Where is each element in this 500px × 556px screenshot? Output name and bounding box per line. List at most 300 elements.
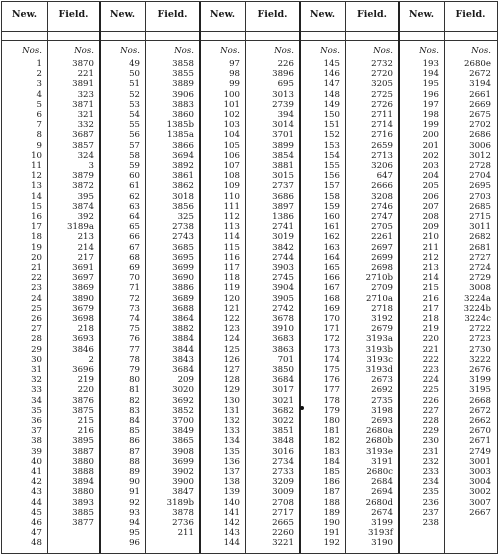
field-number-cell: 3208 bbox=[371, 191, 393, 202]
new-number-cell: 163 bbox=[323, 242, 340, 253]
field-number-cell: 3892 bbox=[172, 161, 194, 171]
new-number-cell: 186 bbox=[323, 477, 340, 488]
field-column-header: Field. bbox=[357, 9, 387, 20]
new-number-cell: 1 bbox=[36, 59, 42, 69]
field-number-cell: 3224b bbox=[463, 303, 491, 314]
field-number-cell: 2732 bbox=[371, 59, 393, 69]
field-number-cell: 2672 bbox=[469, 69, 491, 80]
new-number-cell: 94 bbox=[129, 518, 140, 528]
field-number-cell: 3903 bbox=[272, 263, 294, 273]
new-number-cell: 86 bbox=[129, 436, 140, 447]
new-number-cell: 231 bbox=[422, 446, 439, 457]
field-number-cell: 3882 bbox=[172, 324, 194, 335]
field-number-cell: 2659 bbox=[371, 140, 393, 151]
new-number-cell: 70 bbox=[129, 273, 140, 284]
field-number-cell: 3889 bbox=[172, 79, 194, 90]
new-number-cell: 204 bbox=[422, 171, 439, 182]
new-number-cell: 214 bbox=[422, 273, 439, 284]
new-number-cell: 199 bbox=[422, 120, 439, 131]
new-number-cell: 170 bbox=[323, 314, 340, 324]
new-number-cell: 201 bbox=[422, 140, 439, 151]
new-number-cell: 181 bbox=[323, 426, 340, 437]
field-number-cell: 3224c bbox=[464, 314, 491, 324]
new-number-cell: 106 bbox=[223, 150, 240, 161]
new-column-header: New. bbox=[209, 9, 236, 20]
new-number-cell: 34 bbox=[31, 395, 42, 406]
field-number-cell: 3699 bbox=[172, 263, 194, 273]
new-number-cell: 169 bbox=[323, 303, 340, 314]
field-number-cell: 3697 bbox=[72, 273, 94, 284]
field-number-cell: 2736 bbox=[172, 518, 194, 528]
field-number-cell: 3008 bbox=[469, 283, 491, 294]
new-number-cell: 224 bbox=[422, 375, 439, 386]
field-number-cell: 3193f bbox=[367, 528, 393, 539]
new-number-cell: 5 bbox=[36, 99, 42, 110]
field-number-cell: 3852 bbox=[172, 405, 194, 416]
new-number-cell: 182 bbox=[323, 436, 340, 447]
new-number-cell: 192 bbox=[323, 538, 340, 549]
field-number-cell: 3850 bbox=[272, 365, 294, 375]
field-number-cell: 2680a bbox=[366, 426, 393, 437]
new-number-cell: 171 bbox=[323, 324, 340, 335]
field-number-cell: 3893 bbox=[72, 497, 94, 508]
field-number-cell: 321 bbox=[77, 110, 94, 120]
field-number-cell: 323 bbox=[77, 89, 94, 100]
field-number-cell: 3013 bbox=[272, 89, 294, 100]
new-number-cell: 149 bbox=[323, 99, 340, 110]
new-number-cell: 71 bbox=[129, 283, 140, 294]
field-number-cell: 3844 bbox=[172, 344, 194, 355]
field-number-cell: 3870 bbox=[72, 59, 94, 69]
field-number-cell: 2708 bbox=[272, 497, 294, 508]
field-number-cell: 2737 bbox=[272, 181, 294, 192]
new-number-cell: 58 bbox=[129, 150, 140, 161]
new-number-cell: 27 bbox=[31, 324, 42, 335]
new-number-cell: 46 bbox=[31, 518, 42, 528]
new-number-cell: 65 bbox=[129, 222, 140, 233]
new-number-cell: 41 bbox=[31, 467, 42, 477]
new-number-cell: 226 bbox=[422, 395, 439, 406]
field-number-cell: 2716 bbox=[371, 130, 393, 141]
new-number-cell: 222 bbox=[422, 354, 439, 365]
new-number-cell: 116 bbox=[223, 252, 240, 263]
new-number-cell: 47 bbox=[31, 528, 42, 539]
field-number-cell: 3693 bbox=[72, 334, 94, 345]
new-nos-label: Nos. bbox=[419, 46, 439, 56]
field-number-cell: 3 bbox=[88, 161, 94, 171]
field-number-cell: 3904 bbox=[272, 283, 294, 294]
field-number-cell: 2679 bbox=[371, 324, 393, 335]
field-number-cell: 3872 bbox=[72, 181, 94, 192]
field-number-cell: 2674 bbox=[371, 507, 393, 518]
new-number-cell: 129 bbox=[223, 385, 240, 396]
field-number-cell: 3848 bbox=[272, 436, 294, 447]
new-number-cell: 196 bbox=[422, 89, 439, 100]
new-number-cell: 13 bbox=[31, 181, 42, 192]
new-number-cell: 208 bbox=[422, 212, 439, 222]
new-number-cell: 85 bbox=[129, 426, 140, 437]
field-number-cell: 2670 bbox=[469, 426, 491, 437]
new-number-cell: 119 bbox=[223, 283, 240, 294]
field-number-cell: 218 bbox=[77, 324, 94, 335]
field-number-cell: 3199 bbox=[469, 375, 491, 386]
new-number-cell: 209 bbox=[422, 222, 439, 233]
field-number-cell: 2666 bbox=[371, 181, 393, 192]
new-number-cell: 112 bbox=[223, 212, 240, 222]
field-number-cell: 3015 bbox=[272, 171, 294, 182]
field-number-cell: 3887 bbox=[72, 446, 94, 457]
new-nos-label: Nos. bbox=[220, 46, 240, 56]
new-number-cell: 194 bbox=[422, 69, 439, 80]
new-number-cell: 227 bbox=[422, 405, 439, 416]
field-number-cell: 2730 bbox=[469, 344, 491, 355]
field-number-cell: 2733 bbox=[272, 467, 294, 477]
field-number-cell: 3004 bbox=[469, 477, 491, 488]
field-number-cell: 3193b bbox=[365, 344, 393, 355]
new-number-cell: 210 bbox=[422, 232, 439, 243]
field-number-cell: 3691 bbox=[72, 263, 94, 273]
field-number-cell: 3221 bbox=[272, 538, 294, 549]
field-number-cell: 2747 bbox=[371, 212, 393, 222]
new-number-cell: 183 bbox=[323, 446, 340, 457]
new-number-cell: 140 bbox=[223, 497, 240, 508]
header-rule bbox=[2, 31, 497, 32]
new-number-cell: 202 bbox=[422, 150, 439, 161]
field-number-cell: 2680c bbox=[366, 467, 393, 477]
new-number-cell: 164 bbox=[323, 252, 340, 263]
field-number-cell: 3847 bbox=[172, 487, 194, 498]
field-number-cell: 2261 bbox=[371, 232, 393, 243]
field-number-cell: 3849 bbox=[172, 426, 194, 437]
field-number-cell: 3888 bbox=[72, 467, 94, 477]
field-number-cell: 2743 bbox=[172, 232, 194, 243]
new-number-cell: 33 bbox=[31, 385, 42, 396]
field-number-cell: 3854 bbox=[272, 150, 294, 161]
new-number-cell: 18 bbox=[31, 232, 42, 243]
new-number-cell: 197 bbox=[422, 99, 439, 110]
field-number-cell: 3910 bbox=[272, 324, 294, 335]
new-column-header: New. bbox=[11, 9, 38, 20]
field-number-cell: 2711 bbox=[371, 110, 393, 120]
new-number-cell: 32 bbox=[31, 375, 42, 386]
new-number-cell: 56 bbox=[129, 130, 140, 141]
field-number-cell: 2746 bbox=[371, 201, 393, 212]
new-number-cell: 75 bbox=[129, 324, 140, 335]
new-number-cell: 52 bbox=[129, 89, 140, 100]
field-number-cell: 3890 bbox=[72, 293, 94, 304]
field-column-header: Field. bbox=[455, 9, 486, 20]
field-number-cell: 2686 bbox=[469, 130, 491, 141]
field-number-cell: 2704 bbox=[469, 171, 491, 182]
field-number-cell: 3701 bbox=[272, 130, 294, 141]
new-number-cell: 95 bbox=[129, 528, 140, 539]
field-number-cell: 2697 bbox=[371, 242, 393, 253]
field-number-cell: 2749 bbox=[469, 446, 491, 457]
field-number-cell: 3878 bbox=[172, 507, 194, 518]
new-number-cell: 193 bbox=[422, 59, 439, 69]
field-number-cell: 3885 bbox=[72, 507, 94, 518]
field-number-cell: 3224a bbox=[464, 293, 491, 304]
field-number-cell: 3682 bbox=[272, 405, 294, 416]
field-number-cell: 3006 bbox=[469, 140, 491, 151]
new-number-cell: 220 bbox=[422, 334, 439, 345]
field-number-cell: 2710b bbox=[365, 273, 393, 284]
new-number-cell: 63 bbox=[129, 201, 140, 212]
new-number-cell: 37 bbox=[31, 426, 42, 437]
new-number-cell: 135 bbox=[223, 446, 240, 457]
field-number-cell: 3874 bbox=[72, 201, 94, 212]
new-number-cell: 109 bbox=[223, 181, 240, 192]
field-number-cell: 2734 bbox=[272, 456, 294, 467]
new-number-cell: 28 bbox=[31, 334, 42, 345]
new-number-cell: 219 bbox=[422, 324, 439, 335]
new-number-cell: 179 bbox=[323, 405, 340, 416]
field-number-cell: 219 bbox=[77, 375, 94, 386]
new-number-cell: 232 bbox=[422, 456, 439, 467]
field-number-cell: 2703 bbox=[469, 191, 491, 202]
field-number-cell: 3002 bbox=[469, 487, 491, 498]
field-number-cell: 3009 bbox=[272, 487, 294, 498]
new-number-cell: 216 bbox=[422, 293, 439, 304]
field-number-cell: 2729 bbox=[469, 273, 491, 284]
field-number-cell: 2714 bbox=[371, 120, 393, 131]
new-number-cell: 57 bbox=[129, 140, 140, 151]
field-number-cell: 3860 bbox=[172, 110, 194, 120]
field-number-cell: 3690 bbox=[172, 273, 194, 284]
field-number-cell: 324 bbox=[77, 150, 94, 161]
field-number-cell: 3189a bbox=[67, 222, 94, 233]
new-number-cell: 167 bbox=[323, 283, 340, 294]
new-number-cell: 68 bbox=[129, 252, 140, 263]
field-number-cell: 3195 bbox=[469, 385, 491, 396]
new-number-cell: 121 bbox=[223, 303, 240, 314]
new-number-cell: 76 bbox=[129, 334, 140, 345]
field-nos-label: Nos. bbox=[471, 46, 491, 56]
field-number-cell: 3198 bbox=[371, 405, 393, 416]
new-number-cell: 143 bbox=[223, 528, 240, 539]
new-number-cell: 59 bbox=[129, 161, 140, 171]
field-number-cell: 332 bbox=[77, 120, 94, 131]
new-number-cell: 184 bbox=[323, 456, 340, 467]
field-number-cell: 2739 bbox=[272, 99, 294, 110]
new-number-cell: 97 bbox=[229, 59, 240, 69]
new-number-cell: 3 bbox=[36, 79, 42, 90]
new-number-cell: 120 bbox=[223, 293, 240, 304]
new-number-cell: 133 bbox=[223, 426, 240, 437]
field-number-cell: 3021 bbox=[272, 395, 294, 406]
new-number-cell: 39 bbox=[31, 446, 42, 457]
new-number-cell: 43 bbox=[31, 487, 42, 498]
new-number-cell: 78 bbox=[129, 354, 140, 365]
new-number-cell: 87 bbox=[129, 446, 140, 457]
new-number-cell: 110 bbox=[223, 191, 240, 202]
field-number-cell: 3851 bbox=[272, 426, 294, 437]
new-number-cell: 22 bbox=[31, 273, 42, 284]
new-number-cell: 62 bbox=[129, 191, 140, 202]
field-number-cell: 3894 bbox=[72, 477, 94, 488]
field-number-cell: 3880 bbox=[72, 487, 94, 498]
new-number-cell: 125 bbox=[223, 344, 240, 355]
new-number-cell: 25 bbox=[31, 303, 42, 314]
new-number-cell: 203 bbox=[422, 161, 439, 171]
new-number-cell: 175 bbox=[323, 365, 340, 375]
new-number-cell: 198 bbox=[422, 110, 439, 120]
field-number-cell: 3899 bbox=[272, 140, 294, 151]
field-number-cell: 3861 bbox=[172, 171, 194, 182]
new-number-cell: 146 bbox=[323, 69, 340, 80]
new-number-cell: 200 bbox=[422, 130, 439, 141]
new-number-cell: 54 bbox=[129, 110, 140, 120]
new-number-cell: 35 bbox=[31, 405, 42, 416]
field-number-cell: 3011 bbox=[469, 222, 491, 233]
field-number-cell: 3891 bbox=[72, 79, 94, 90]
new-number-cell: 92 bbox=[129, 497, 140, 508]
field-column-header: Field. bbox=[58, 9, 89, 20]
new-number-cell: 223 bbox=[422, 365, 439, 375]
field-number-cell: 2722 bbox=[469, 324, 491, 335]
new-number-cell: 190 bbox=[323, 518, 340, 528]
new-number-cell: 124 bbox=[223, 334, 240, 345]
new-number-cell: 233 bbox=[422, 467, 439, 477]
new-number-cell: 38 bbox=[31, 436, 42, 447]
new-nos-label: Nos. bbox=[120, 46, 140, 56]
new-number-cell: 177 bbox=[323, 385, 340, 396]
field-number-cell: 3700 bbox=[172, 416, 194, 426]
field-number-cell: 3020 bbox=[172, 385, 194, 396]
new-number-cell: 30 bbox=[31, 354, 42, 365]
field-number-cell: 3199 bbox=[371, 518, 393, 528]
new-number-cell: 156 bbox=[323, 171, 340, 182]
field-number-cell: 2665 bbox=[272, 518, 294, 528]
new-number-cell: 107 bbox=[223, 161, 240, 171]
field-number-cell: 2692 bbox=[371, 385, 393, 396]
field-number-cell: 3206 bbox=[371, 161, 393, 171]
field-number-cell: 3866 bbox=[172, 140, 194, 151]
new-number-cell: 174 bbox=[323, 354, 340, 365]
field-number-cell: 3877 bbox=[72, 518, 94, 528]
new-number-cell: 113 bbox=[223, 222, 240, 233]
new-number-cell: 79 bbox=[129, 365, 140, 375]
new-number-cell: 73 bbox=[129, 303, 140, 314]
new-number-cell: 105 bbox=[223, 140, 240, 151]
field-number-cell: 3862 bbox=[172, 181, 194, 192]
new-number-cell: 114 bbox=[223, 232, 240, 243]
new-number-cell: 20 bbox=[31, 252, 42, 263]
field-number-cell: 2710a bbox=[366, 293, 393, 304]
field-number-cell: 3193e bbox=[366, 446, 393, 457]
field-number-cell: 2675 bbox=[469, 110, 491, 120]
field-number-cell: 2715 bbox=[469, 212, 491, 222]
new-number-cell: 139 bbox=[223, 487, 240, 498]
new-number-cell: 88 bbox=[129, 456, 140, 467]
new-number-cell: 23 bbox=[31, 283, 42, 294]
new-column-header: New. bbox=[408, 9, 435, 20]
field-number-cell: 2735 bbox=[371, 395, 393, 406]
new-number-cell: 225 bbox=[422, 385, 439, 396]
field-number-cell: 3900 bbox=[172, 477, 194, 488]
new-number-cell: 102 bbox=[223, 110, 240, 120]
new-number-cell: 44 bbox=[31, 497, 42, 508]
field-number-cell: 3194 bbox=[469, 79, 491, 90]
new-number-cell: 2 bbox=[36, 69, 42, 80]
field-number-cell: 2684 bbox=[371, 477, 393, 488]
field-number-cell: 216 bbox=[77, 426, 94, 437]
new-number-cell: 180 bbox=[323, 416, 340, 426]
new-column-header: New. bbox=[309, 9, 336, 20]
field-number-cell: 3012 bbox=[469, 150, 491, 161]
new-number-cell: 89 bbox=[129, 467, 140, 477]
new-number-cell: 6 bbox=[36, 110, 42, 120]
field-number-cell: 3858 bbox=[172, 59, 194, 69]
field-number-cell: 1385a bbox=[167, 130, 194, 141]
new-number-cell: 21 bbox=[31, 263, 42, 273]
field-number-cell: 217 bbox=[77, 252, 94, 263]
new-number-cell: 61 bbox=[129, 181, 140, 192]
new-number-cell: 137 bbox=[223, 467, 240, 477]
field-number-cell: 2709 bbox=[371, 283, 393, 294]
field-number-cell: 2693 bbox=[371, 416, 393, 426]
field-number-cell: 647 bbox=[376, 171, 393, 182]
field-number-cell: 3209 bbox=[272, 477, 294, 488]
new-number-cell: 29 bbox=[31, 344, 42, 355]
field-number-cell: 2662 bbox=[469, 416, 491, 426]
new-number-cell: 96 bbox=[129, 538, 140, 549]
new-number-cell: 50 bbox=[129, 69, 140, 80]
new-number-cell: 160 bbox=[323, 212, 340, 222]
new-number-cell: 9 bbox=[36, 140, 42, 151]
field-number-cell: 701 bbox=[277, 354, 294, 365]
field-number-cell: 325 bbox=[177, 212, 194, 222]
field-number-cell: 392 bbox=[77, 212, 94, 222]
field-number-cell: 3017 bbox=[272, 385, 294, 396]
field-number-cell: 2727 bbox=[469, 252, 491, 263]
new-number-cell: 103 bbox=[223, 120, 240, 131]
field-number-cell: 209 bbox=[177, 375, 194, 386]
field-number-cell: 2720 bbox=[371, 69, 393, 80]
new-number-cell: 108 bbox=[223, 171, 240, 182]
new-number-cell: 98 bbox=[229, 69, 240, 80]
field-number-cell: 3193c bbox=[366, 354, 393, 365]
field-number-cell: 3905 bbox=[272, 293, 294, 304]
new-number-cell: 81 bbox=[129, 385, 140, 396]
new-number-cell: 66 bbox=[129, 232, 140, 243]
new-number-cell: 229 bbox=[422, 426, 439, 437]
field-number-cell: 3871 bbox=[72, 99, 94, 110]
field-number-cell: 2724 bbox=[469, 263, 491, 273]
new-number-cell: 157 bbox=[323, 181, 340, 192]
field-number-cell: 3902 bbox=[172, 467, 194, 477]
new-number-cell: 234 bbox=[422, 477, 439, 488]
new-number-cell: 115 bbox=[223, 242, 240, 253]
new-number-cell: 55 bbox=[129, 120, 140, 131]
new-number-cell: 111 bbox=[223, 201, 240, 212]
field-number-cell: 2667 bbox=[469, 507, 491, 518]
new-number-cell: 205 bbox=[422, 181, 439, 192]
field-nos-label: Nos. bbox=[373, 46, 393, 56]
field-number-cell: 3883 bbox=[172, 99, 194, 110]
new-number-cell: 104 bbox=[223, 130, 240, 141]
field-number-cell: 3016 bbox=[272, 446, 294, 457]
new-number-cell: 60 bbox=[129, 171, 140, 182]
field-number-cell: 3001 bbox=[469, 456, 491, 467]
field-number-cell: 3686 bbox=[272, 191, 294, 202]
field-number-cell: 226 bbox=[277, 59, 294, 69]
new-number-cell: 145 bbox=[323, 59, 340, 69]
field-number-cell: 2694 bbox=[371, 487, 393, 498]
new-number-cell: 17 bbox=[31, 222, 42, 233]
new-number-cell: 69 bbox=[129, 263, 140, 273]
new-number-cell: 26 bbox=[31, 314, 42, 324]
